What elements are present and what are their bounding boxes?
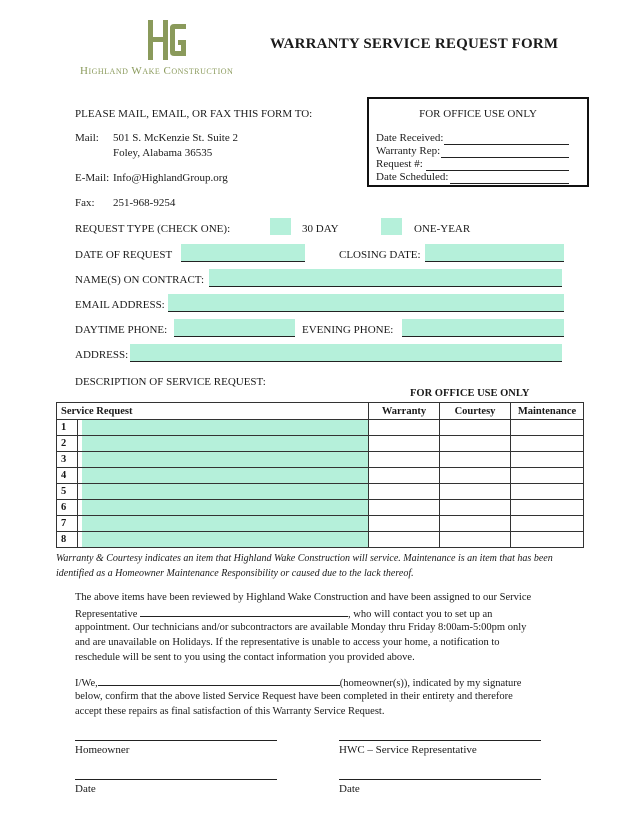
courtesy-cell[interactable]: [440, 436, 511, 452]
row-number: 8: [57, 532, 78, 548]
email-value: Info@HighlandGroup.org: [113, 172, 228, 184]
courtesy-cell[interactable]: [440, 500, 511, 516]
representative-suffix: , who will contact you to set up an: [348, 609, 493, 620]
warranty-cell[interactable]: [369, 484, 440, 500]
address-field[interactable]: [130, 344, 562, 362]
service-note: Warranty & Courtesy indicates an item that Highland Wake Construction will service. Maintenance is an item that has been identified as a Homeowner Maintenance Responsibility or caused due to the lack thereof.: [56, 553, 553, 579]
warranty-cell[interactable]: [369, 468, 440, 484]
review-line-1: The above items have been reviewed by Highland Wake Construction and have been assigned to our Service: [75, 592, 532, 603]
review-line-5: reschedule will be sent to you using the contact information you provided above.: [75, 652, 415, 663]
service-request-cell[interactable]: [78, 484, 369, 500]
service-request-cell[interactable]: [78, 516, 369, 532]
warranty-cell[interactable]: [369, 532, 440, 548]
names-on-contract-label: NAME(S) ON CONTRACT:: [75, 274, 205, 286]
checkbox-one-year[interactable]: [381, 218, 402, 235]
warranty-rep-label: Warranty Rep:: [376, 145, 441, 157]
rep-label: HWC – Service Representative: [339, 744, 477, 756]
evening-phone-field[interactable]: [402, 319, 564, 337]
row-number: 3: [57, 452, 78, 468]
rep-date-label: Date: [339, 783, 360, 795]
courtesy-cell[interactable]: [440, 484, 511, 500]
date-of-request-field[interactable]: [181, 244, 305, 262]
fax-value: 251-968-9254: [113, 197, 176, 209]
header-service-request: Service Request: [57, 403, 369, 420]
date-scheduled-line[interactable]: [450, 183, 569, 184]
maintenance-cell[interactable]: [511, 436, 584, 452]
company-logo-mark: [146, 20, 188, 60]
homeowner-label: Homeowner: [75, 744, 130, 756]
page-title: WARRANTY SERVICE REQUEST FORM: [270, 36, 559, 52]
row-number: 6: [57, 500, 78, 516]
table-row: [57, 420, 584, 436]
row-number: 1: [57, 420, 78, 436]
request-number-label: Request #:: [376, 158, 423, 170]
company-logo-text: Highland Wake Construction: [80, 65, 234, 77]
fax-label: Fax:: [75, 197, 95, 209]
table-row: [57, 484, 584, 500]
review-line-3: appointment. Our technicians and/or subcontractors are available Monday thru Friday 8:00am-5:00pm only: [75, 622, 527, 633]
row-number: 7: [57, 516, 78, 532]
courtesy-cell[interactable]: [440, 452, 511, 468]
checkbox-30-day[interactable]: [270, 218, 291, 235]
confirm-line-2: below, confirm that the above listed Service Request have been completed in their entirety and therefore: [75, 691, 513, 702]
warranty-cell[interactable]: [369, 500, 440, 516]
maintenance-cell[interactable]: [511, 420, 584, 436]
mail-instruction: PLEASE MAIL, EMAIL, OR FAX THIS FORM TO:: [75, 108, 313, 120]
option-one-year-label: ONE-YEAR: [414, 223, 471, 235]
confirm-line-3: accept these repairs as final satisfaction of this Warranty Service Request.: [75, 706, 385, 717]
maintenance-cell[interactable]: [511, 468, 584, 484]
table-row: [57, 516, 584, 532]
service-request-cell[interactable]: [78, 420, 369, 436]
table-row: [57, 500, 584, 516]
review-line-4: and are unavailable on Holidays. If the representative is unable to access your home, a notification to: [75, 637, 500, 648]
header-courtesy: Courtesy: [440, 403, 511, 420]
warranty-cell[interactable]: [369, 420, 440, 436]
date-scheduled-label: Date Scheduled:: [376, 171, 449, 183]
closing-date-field[interactable]: [425, 244, 564, 262]
date-received-line[interactable]: [444, 144, 569, 145]
header-warranty: Warranty: [369, 403, 440, 420]
warranty-rep-line[interactable]: [441, 157, 569, 158]
daytime-phone-field[interactable]: [174, 319, 295, 337]
service-request-cell[interactable]: [78, 532, 369, 548]
mail-address-line2: Foley, Alabama 36535: [113, 147, 213, 159]
homeowner-date-line[interactable]: [75, 779, 277, 780]
homeowner-date-label: Date: [75, 783, 96, 795]
evening-phone-label: EVENING PHONE:: [302, 324, 394, 336]
address-label: ADDRESS:: [75, 349, 129, 361]
representative-line[interactable]: [140, 605, 348, 617]
maintenance-cell[interactable]: [511, 532, 584, 548]
email-label: E-Mail:: [75, 172, 110, 184]
row-number: 4: [57, 468, 78, 484]
warranty-cell[interactable]: [369, 436, 440, 452]
description-label: DESCRIPTION OF SERVICE REQUEST:: [75, 376, 266, 388]
rep-date-line[interactable]: [339, 779, 541, 780]
closing-date-label: CLOSING DATE:: [339, 249, 421, 261]
mail-address-line1: 501 S. McKenzie St. Suite 2: [113, 132, 238, 144]
homeowner-name-line[interactable]: [98, 674, 340, 686]
rep-signature-line[interactable]: [339, 740, 541, 741]
warranty-cell[interactable]: [369, 516, 440, 532]
names-on-contract-field[interactable]: [209, 269, 562, 287]
service-request-cell[interactable]: [78, 436, 369, 452]
option-30-day-label: 30 DAY: [302, 223, 339, 235]
maintenance-cell[interactable]: [511, 500, 584, 516]
representative-label: Representative: [75, 609, 138, 620]
courtesy-cell[interactable]: [440, 516, 511, 532]
courtesy-cell[interactable]: [440, 532, 511, 548]
courtesy-cell[interactable]: [440, 468, 511, 484]
homeowner-signature-line[interactable]: [75, 740, 277, 741]
header-maintenance: Maintenance: [511, 403, 584, 420]
email-address-field[interactable]: [168, 294, 564, 312]
service-request-table: [56, 402, 584, 548]
email-address-label: EMAIL ADDRESS:: [75, 299, 165, 311]
office-use-table-label: FOR OFFICE USE ONLY: [410, 388, 530, 399]
service-request-cell[interactable]: [78, 468, 369, 484]
row-number: 2: [57, 436, 78, 452]
maintenance-cell[interactable]: [511, 484, 584, 500]
warranty-cell[interactable]: [369, 452, 440, 468]
table-row: [57, 468, 584, 484]
table-row: [57, 532, 584, 548]
table-row: [57, 436, 584, 452]
confirm-suffix: (homeowner(s)), indicated by my signature: [339, 678, 522, 689]
maintenance-cell[interactable]: [511, 452, 584, 468]
service-request-cell[interactable]: [78, 452, 369, 468]
request-type-label: REQUEST TYPE (CHECK ONE):: [75, 223, 231, 235]
mail-label: Mail:: [75, 132, 99, 144]
row-number: 5: [57, 484, 78, 500]
service-request-cell[interactable]: [78, 500, 369, 516]
confirm-prefix: I/We,: [75, 678, 98, 689]
courtesy-cell[interactable]: [440, 420, 511, 436]
maintenance-cell[interactable]: [511, 516, 584, 532]
daytime-phone-label: DAYTIME PHONE:: [75, 324, 168, 336]
office-box-title: FOR OFFICE USE ONLY: [419, 108, 537, 120]
table-row: [57, 452, 584, 468]
date-of-request-label: DATE OF REQUEST: [75, 249, 173, 261]
date-received-label: Date Received:: [376, 132, 444, 144]
